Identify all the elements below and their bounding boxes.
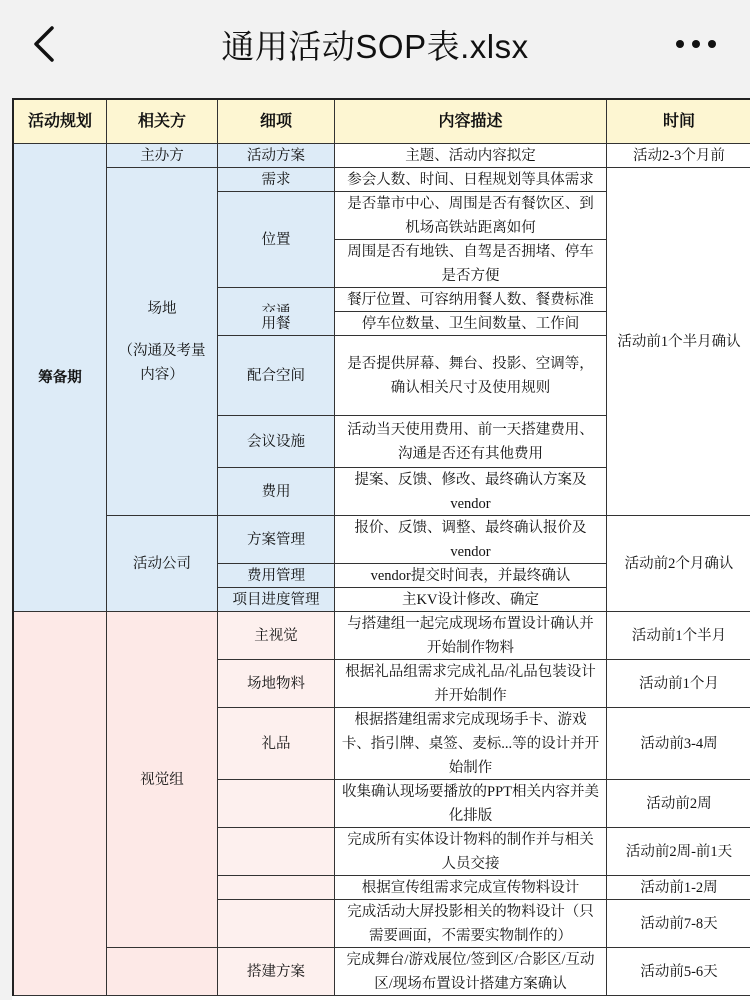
desc-cell: 完成舞台/游戏展位/签到区/合影区/互动区/现场布置设计搭建方案确认 [335, 948, 607, 996]
item-cell: 活动方案 [218, 144, 335, 168]
party-venue-note: （沟通及考量内容） [118, 342, 206, 383]
item-cell [218, 900, 335, 948]
desc-cell: 是否靠市中心、周围是否有餐饮区、到机场高铁站距离如何 [335, 192, 607, 240]
party-venue-label: 场地 [147, 300, 177, 317]
sop-table [12, 98, 750, 996]
desc-cell: 餐厅位置、可容纳用餐人数、餐费标准 [335, 288, 607, 312]
column-header-plan: 活动规划 [14, 100, 107, 144]
desc-cell: 根据礼品组需求完成礼品/礼品包装设计并开始制作 [335, 660, 607, 708]
document-title: 通用活动SOP表.xlsx [221, 27, 529, 65]
desc-cell: 报价、反馈、调整、最终确认报价及vendor [335, 516, 607, 564]
time-cell: 活动前2周 [607, 780, 750, 828]
desc-cell: 完成所有实体设计物料的制作并与相关人员交接 [335, 828, 607, 876]
time-cell: 活动2-3个月前 [607, 144, 750, 168]
time-cell: 活动前1个月 [607, 660, 750, 708]
desc-cell: 主KV设计修改、确定 [335, 588, 607, 612]
desc-cell: 是否提供屏幕、舞台、投影、空调等，确认相关尺寸及使用规则 [335, 336, 607, 416]
spreadsheet-view[interactable] [12, 98, 750, 1000]
item-cell: 会议设施 [218, 416, 335, 468]
column-header-time: 时间 [607, 100, 750, 144]
item-cell: 费用 [218, 468, 335, 516]
column-header-desc: 内容描述 [335, 100, 607, 144]
desc-cell: 收集确认现场要播放的PPT相关内容并美化排版 [335, 780, 607, 828]
item-cell: 场地物料 [218, 660, 335, 708]
desc-cell: 根据搭建组需求完成现场手卡、游戏卡、指引牌、桌签、麦标...等的设计并开始制作 [335, 708, 607, 780]
item-cell: 位置 [218, 192, 335, 288]
phase-cell-empty [14, 612, 107, 996]
desc-cell: 活动当天使用费用、前一天搭建费用、沟通是否还有其他费用 [335, 416, 607, 468]
time-cell: 活动前7-8天 [607, 900, 750, 948]
time-cell: 活动前2周-前1天 [607, 828, 750, 876]
item-cell: 需求 [218, 168, 335, 192]
time-cell: 活动前3-4周 [607, 708, 750, 780]
chevron-left-icon[interactable] [26, 22, 66, 66]
item-cell: 用餐 [218, 312, 335, 336]
item-cell [218, 828, 335, 876]
party-cell-visual: 视觉组 [107, 612, 218, 948]
desc-cell: vendor提交时间表，并最终确认 [335, 564, 607, 588]
title-bar [0, 0, 750, 88]
party-cell-agency: 活动公司 [107, 516, 218, 612]
time-cell: 活动前1个半月 [607, 612, 750, 660]
phase-cell-prep: 筹备期 [14, 144, 107, 612]
item-cell: 搭建方案 [218, 948, 335, 996]
item-cell [218, 876, 335, 900]
desc-cell: 周围是否有地铁、自驾是否拥堵、停车是否方便 [335, 240, 607, 288]
desc-cell: 根据宣传组需求完成宣传物料设计 [335, 876, 607, 900]
item-cell: 项目进度管理 [218, 588, 335, 612]
item-cell: 配合空间 [218, 336, 335, 416]
time-cell-venue: 活动前1个半月确认 [607, 168, 750, 516]
time-cell-agency: 活动前2个月确认 [607, 516, 750, 612]
item-cell [218, 780, 335, 828]
desc-cell: 参会人数、时间、日程规划等具体需求 [335, 168, 607, 192]
desc-cell: 提案、反馈、修改、最终确认方案及vendor [335, 468, 607, 516]
time-cell: 活动前1-2周 [607, 876, 750, 900]
item-cell: 主视觉 [218, 612, 335, 660]
desc-cell: 完成活动大屏投影相关的物料设计（只需要画面，不需要实物制作的） [335, 900, 607, 948]
party-cell-empty [107, 948, 218, 996]
more-horizontal-icon[interactable] [672, 30, 720, 58]
item-cell: 礼品 [218, 708, 335, 780]
desc-cell: 与搭建组一起完成现场布置设计确认并开始制作物料 [335, 612, 607, 660]
column-header-item: 细项 [218, 100, 335, 144]
time-cell: 活动前5-6天 [607, 948, 750, 996]
column-header-party: 相关方 [107, 100, 218, 144]
item-cell: 方案管理 [218, 516, 335, 564]
desc-cell: 主题、活动内容拟定 [335, 144, 607, 168]
party-cell-venue [107, 168, 218, 516]
item-cell: 费用管理 [218, 564, 335, 588]
party-cell-host: 主办方 [107, 144, 218, 168]
desc-cell: 停车位数量、卫生间数量、工作间 [335, 312, 607, 336]
